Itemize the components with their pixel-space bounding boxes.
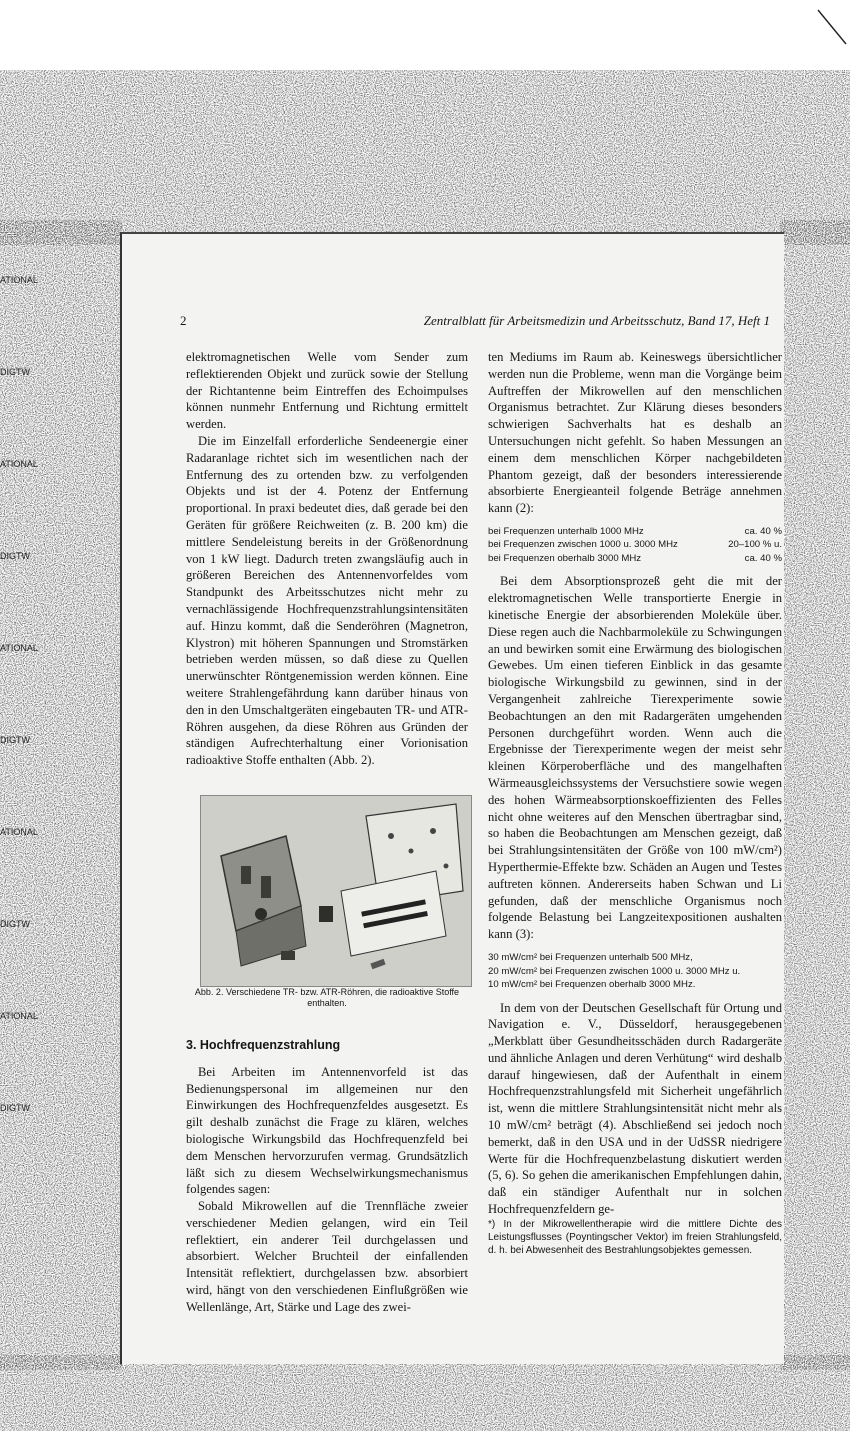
- margin-mark: DIGTW: [0, 1103, 30, 1113]
- corner-mark: [810, 0, 850, 50]
- page-number: 2: [180, 313, 187, 328]
- list-item: 10 mW/cm² bei Frequenzen oberhalb 3000 MHz.: [488, 979, 696, 990]
- list-item: 20 mW/cm² bei Frequenzen zwischen 1000 u. 3000 MHz u.: [488, 965, 741, 977]
- figure-caption: Abb. 2. Verschiedene TR- bzw. ATR-Röhren, die radioaktive Stoffe enthalten.: [194, 986, 460, 1008]
- running-header: [180, 310, 770, 332]
- list-condition: bei Frequenzen unterhalb 1000 MHz: [488, 525, 644, 537]
- footnote: *) In der Mikrowellentherapie wird die mittlere Dichte des Leistungsflusses (Poyntingscher Vektor) im freien Strahlungsfeld, d. h. bei Abwesenheit des Bestrahlungsobjektes gemessen.: [488, 1218, 782, 1256]
- list-item: [488, 525, 782, 539]
- margin-mark: DIGTW: [0, 735, 30, 745]
- paragraph: Bei dem Absorptionsprozeß geht die mit der elektromagnetischen Welle transportierte Energie in kinetische Energie der absorbierenden Moleküle über. Diese regen auch die Nachbarmoleküle zu Schwingungen an und bewirken somit eine Erwärmung des biologischen Gewebes. Um einen tieferen Einblick in das gesamte biologische Wirkungsbild zu gewinnen, sind in der Vergangenheit zahlreiche Tierexperimente sowie Beobachtungen an den mit Radargeräten umgehenden Personen durchgeführt worden. Wenn auch die Ergebnisse der Tierexperimente wegen der meist sehr kleinen Körperoberfläche und des mangelhaften Wärmeausgleichssystems der Versuchstiere sowie wegen des hohen Wärmeabsorptionskoeffizienten des Felles nicht ohne weiteres auf den Menschen übertragbar sind, so haben die Beobachtungen am Menschen gezeigt, daß bei Strahlungsintensitäten der Größe von 100 mW/cm²) Hyperthermie-Effekte bzw. Schäden an Augen und Testes auftreten können. Andererseits haben Schwan und Li gefunden, daß der menschliche Organismus noch folgende Belastung bei Langzeitexpositionen aushalten kann (3):: [488, 574, 782, 942]
- margin-mark: ATIONAL: [0, 827, 38, 837]
- margin-mark: ATIONAL: [0, 275, 38, 285]
- margin-mark: ATIONAL: [0, 459, 38, 469]
- figure-photo: [200, 795, 472, 987]
- margin-mark: DIGTW: [0, 367, 30, 377]
- list-item: [488, 552, 782, 566]
- journal-title: Zentralblatt für Arbeitsmedizin und Arbeitsschutz, Band 17, Heft 1: [423, 313, 770, 328]
- list-value: ca. 40 %: [744, 525, 782, 537]
- paragraph: Die im Einzelfall erforderliche Sendeenergie einer Radaranlage richtet sich im wesentlichen nach der Entfernung des zu ortenden bzw. zu verfolgenden Objekts und ist der 4. Potenz der Entfernung proportional. In praxi bedeutet dies, daß gerade bei den Geräten für größere Reichweiten (z. B. 200 km) die mittlere Sendeleistung bereits in der Größenordnung von 1 kW liegt. Dadurch treten zwangsläufig auch in größeren Bereichen des Antennenvorfeldes vom Standpunkt des Arbeitsschutzes nicht mehr zu vernachlässigende Hochfrequenzstrahlungsintensitäten auf. Hinzu kommt, daß die Senderöhren (Magnetron, Klystron) mit höheren Spannungen und Stromstärken betrieben werden müssen, so daß diese zu Quellen unerwünschter Röntgenemission werden können. Eine weitere Strahlengefährdung kann darüber hinaus von den in den Umschaltgeräten eingebauten TR- und ATR-Röhren ausgehen, da diese Röhren aus Gründen der ständigen Aufrechterhaltung einer Vorionisation radioaktive Stoffe enthalten (Abb. 2).: [186, 433, 468, 768]
- paragraph: Bei Arbeiten im Antennenvorfeld ist das Bedienungspersonal im allgemeinen nur den Einwirkungen des Hochfrequenzfeldes ausgesetzt. Es gilt deshalb zunächst die Frage zu klären, welches biologische Wirkungsbild das Hochfrequenzfeld bei dem Menschen hervorzurufen vermag. Grundsätzlich läßt sich zu diesem Wechselwirkungsmechanismus folgendes sagen:: [186, 1064, 468, 1197]
- margin-mark: ATIONAL: [0, 643, 38, 653]
- list-value: ca. 40 %: [744, 552, 782, 564]
- paragraph: Sobald Mikrowellen auf die Trennfläche zweier verschiedener Medien gelangen, wird ein Teil reflektiert, ein anderer Teil durchgelassen und absorbiert. Welcher Bruchteil der einfallenden Intensität reflektiert, durchgelassen bzw. absorbiert wird, hängt von den verschiedenen Einflußgrößen wie Wellenlänge, Art, Stärke und Lage des zwei-: [186, 1199, 468, 1314]
- margin-mark: DIGTW: [0, 551, 30, 561]
- list-condition: bei Frequenzen zwischen 1000 u. 3000 MHz: [488, 539, 678, 551]
- paragraph: ten Mediums im Raum ab. Keineswegs übersichtlicher werden nun die Probleme, wenn man die Vorgänge beim Auftreffen der Mikrowellen auf den menschlichen Organismus betrachtet. Zur Klärung dieses besonders schwierigen Sachverhalts hat es deshalb an Untersuchungen nicht gefehlt. So haben Messungen an einem dem menschlichen Körper nachgebildeten Phantom gezeigt, daß der besonders interessierende absorbierte Energieanteil folgende Beträge annehmen kann (2):: [488, 350, 782, 516]
- left-column: [186, 349, 468, 1316]
- margin-mark: ATIONAL: [0, 1011, 38, 1021]
- paragraph: elektromagnetischen Welle vom Sender zum reflektierenden Objekt und zurück sowie der Stellung der Richtantenne beim Eintreffen des Echoimpulses können nunmehr Entfernung und Richtung ermittelt werden.: [186, 350, 468, 432]
- list-item: 30 mW/cm² bei Frequenzen unterhalb 500 MHz,: [488, 952, 693, 963]
- paragraph: In dem von der Deutschen Gesellschaft für Ortung und Navigation e. V., Düsseldorf, herausgegebenen „Merkblatt über Gesundheitsschäden durch Radargeräte und ähnliche Anlagen und deren Verhütung“ wird deshalb darauf hingewiesen, daß der Aufenthalt in einem Hochfrequenzstrahlungsfeld mit Sicherheit ungefährlich ist, wenn die mittlere Strahlungsintensität nicht mehr als 10 mW/cm² beträgt (4). Abschließend sei jedoch noch bemerkt, daß in den USA und in der UdSSR niedrigere Werte für die Hochfrequenzbelastung diskutiert werden (5, 6). So gehen die amerikanischen Empfehlungen dahin, daß ein ständiger Aufenthalt nur in solchen Hochfrequenzfeldern ge-: [488, 1000, 782, 1217]
- absorption-list: [488, 525, 782, 566]
- radar-tubes-photo: [201, 796, 471, 986]
- right-column: [488, 349, 782, 1257]
- tolerance-list: [488, 951, 782, 992]
- list-condition: bei Frequenzen oberhalb 3000 MHz: [488, 552, 642, 564]
- list-item: [488, 538, 782, 552]
- list-value: 20–100 % u.: [728, 539, 782, 551]
- section-heading: 3. Hochfrequenzstrahlung: [186, 1037, 341, 1052]
- margin-mark: DIGTW: [0, 919, 30, 929]
